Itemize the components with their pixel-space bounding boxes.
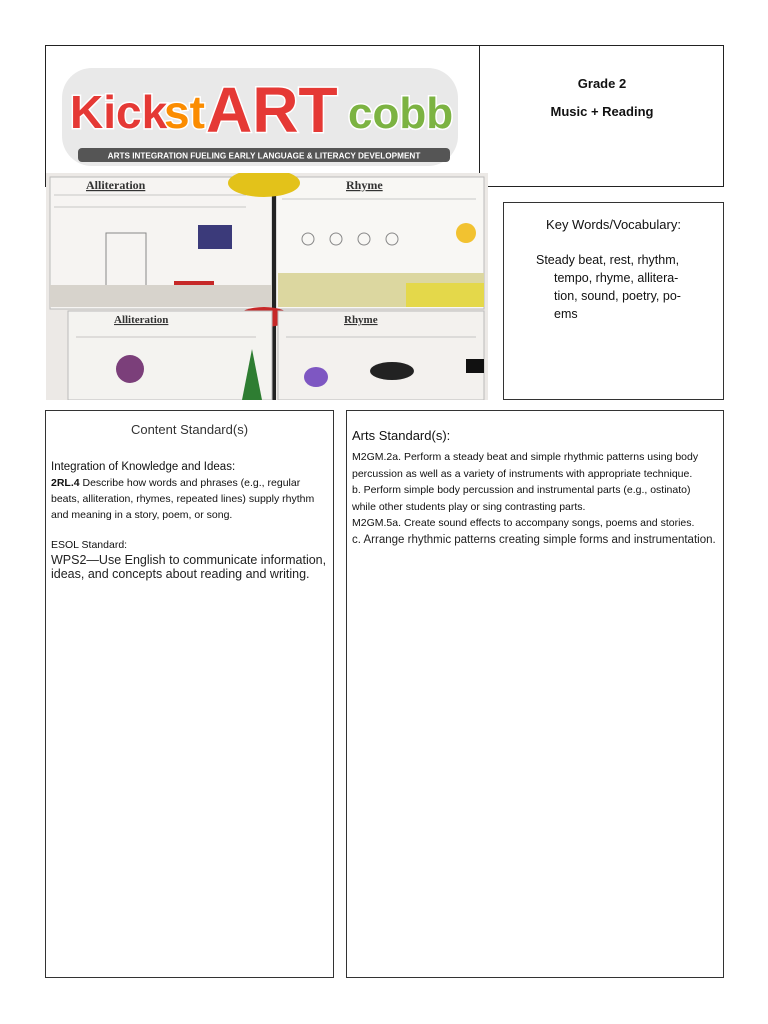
m2gm2a-code: M2GM.2a xyxy=(352,451,399,463)
photo-label-rhyme-2: Rhyme xyxy=(344,314,378,326)
m2gm5a-standard xyxy=(352,515,716,532)
integration-heading: Integration of Knowledge and Ideas: xyxy=(51,461,236,473)
esol-text: WPS2—Use English to communicate information, ideas, and concepts about reading and writing. xyxy=(51,553,327,581)
content-standards-body xyxy=(51,459,329,581)
m2gm5c-standard: c. Arrange rhythmic patterns creating simple forms and instrumentation. xyxy=(352,533,716,546)
photo-label-alliteration-1: Alliteration xyxy=(86,178,146,192)
vocabulary-line: tion, sound, poetry, po- xyxy=(554,289,681,303)
header-box xyxy=(45,45,724,187)
m2gm5a-text: . Create sound effects to accompany songs, poems and stories. xyxy=(398,517,695,529)
vocabulary-line: ems xyxy=(554,307,578,321)
grade-label: Grade 2 xyxy=(577,76,627,91)
subject-label: Music + Reading xyxy=(550,104,654,119)
vocabulary-line: tempo, rhyme, allitera- xyxy=(554,271,679,285)
kickstartcobb-logo xyxy=(56,60,466,170)
grade-info xyxy=(480,46,724,186)
logo-cobb: cobb xyxy=(348,89,454,138)
m2gm5a-code: M2GM.5a xyxy=(352,517,399,529)
student-work-photo xyxy=(46,173,488,400)
rl4-text: Describe how words and phrases (e.g., regular beats, alliteration, rhymes, repeated lines) supply rhythm and meaning in a story, poem, or song. xyxy=(51,477,315,521)
m2gm2b-standard: b. Perform simple body percussion and instrumental parts (e.g., ostinato) while other students play or sing contrasting parts. xyxy=(352,484,691,513)
vocabulary-line: Steady beat, rest, rhythm, xyxy=(536,253,680,267)
esol-heading: ESOL Standard: xyxy=(51,539,128,551)
rl4-code: 2RL.4 xyxy=(51,477,80,489)
photo-label-alliteration-2: Alliteration xyxy=(114,314,169,326)
logo-st: st xyxy=(164,86,205,138)
photo-label-rhyme-1: Rhyme xyxy=(346,178,383,192)
content-standards-title: Content Standard(s) xyxy=(130,422,249,437)
logo-tagline: ARTS INTEGRATION FUELING EARLY LANGUAGE & LITERACY DEVELOPMENT xyxy=(107,151,421,161)
arts-standards-body xyxy=(352,449,716,548)
logo-kick: Kick xyxy=(70,86,168,138)
arts-standards-title: Arts Standard(s): xyxy=(352,428,451,443)
vocabulary-title: Key Words/Vocabulary: xyxy=(546,217,681,232)
content-standards-box xyxy=(45,410,334,978)
logo-art: ART xyxy=(206,74,338,146)
m2gm2a-text: . Perform a steady beat and simple rhythmic patterns using body percussion as well as a variety of instruments with appropriate technique. xyxy=(352,451,699,480)
vocabulary-box xyxy=(503,202,724,400)
vocabulary-list xyxy=(536,251,711,323)
m2gm2a-standard xyxy=(352,449,716,482)
rl4-standard xyxy=(51,475,329,523)
arts-standards-box xyxy=(346,410,724,978)
